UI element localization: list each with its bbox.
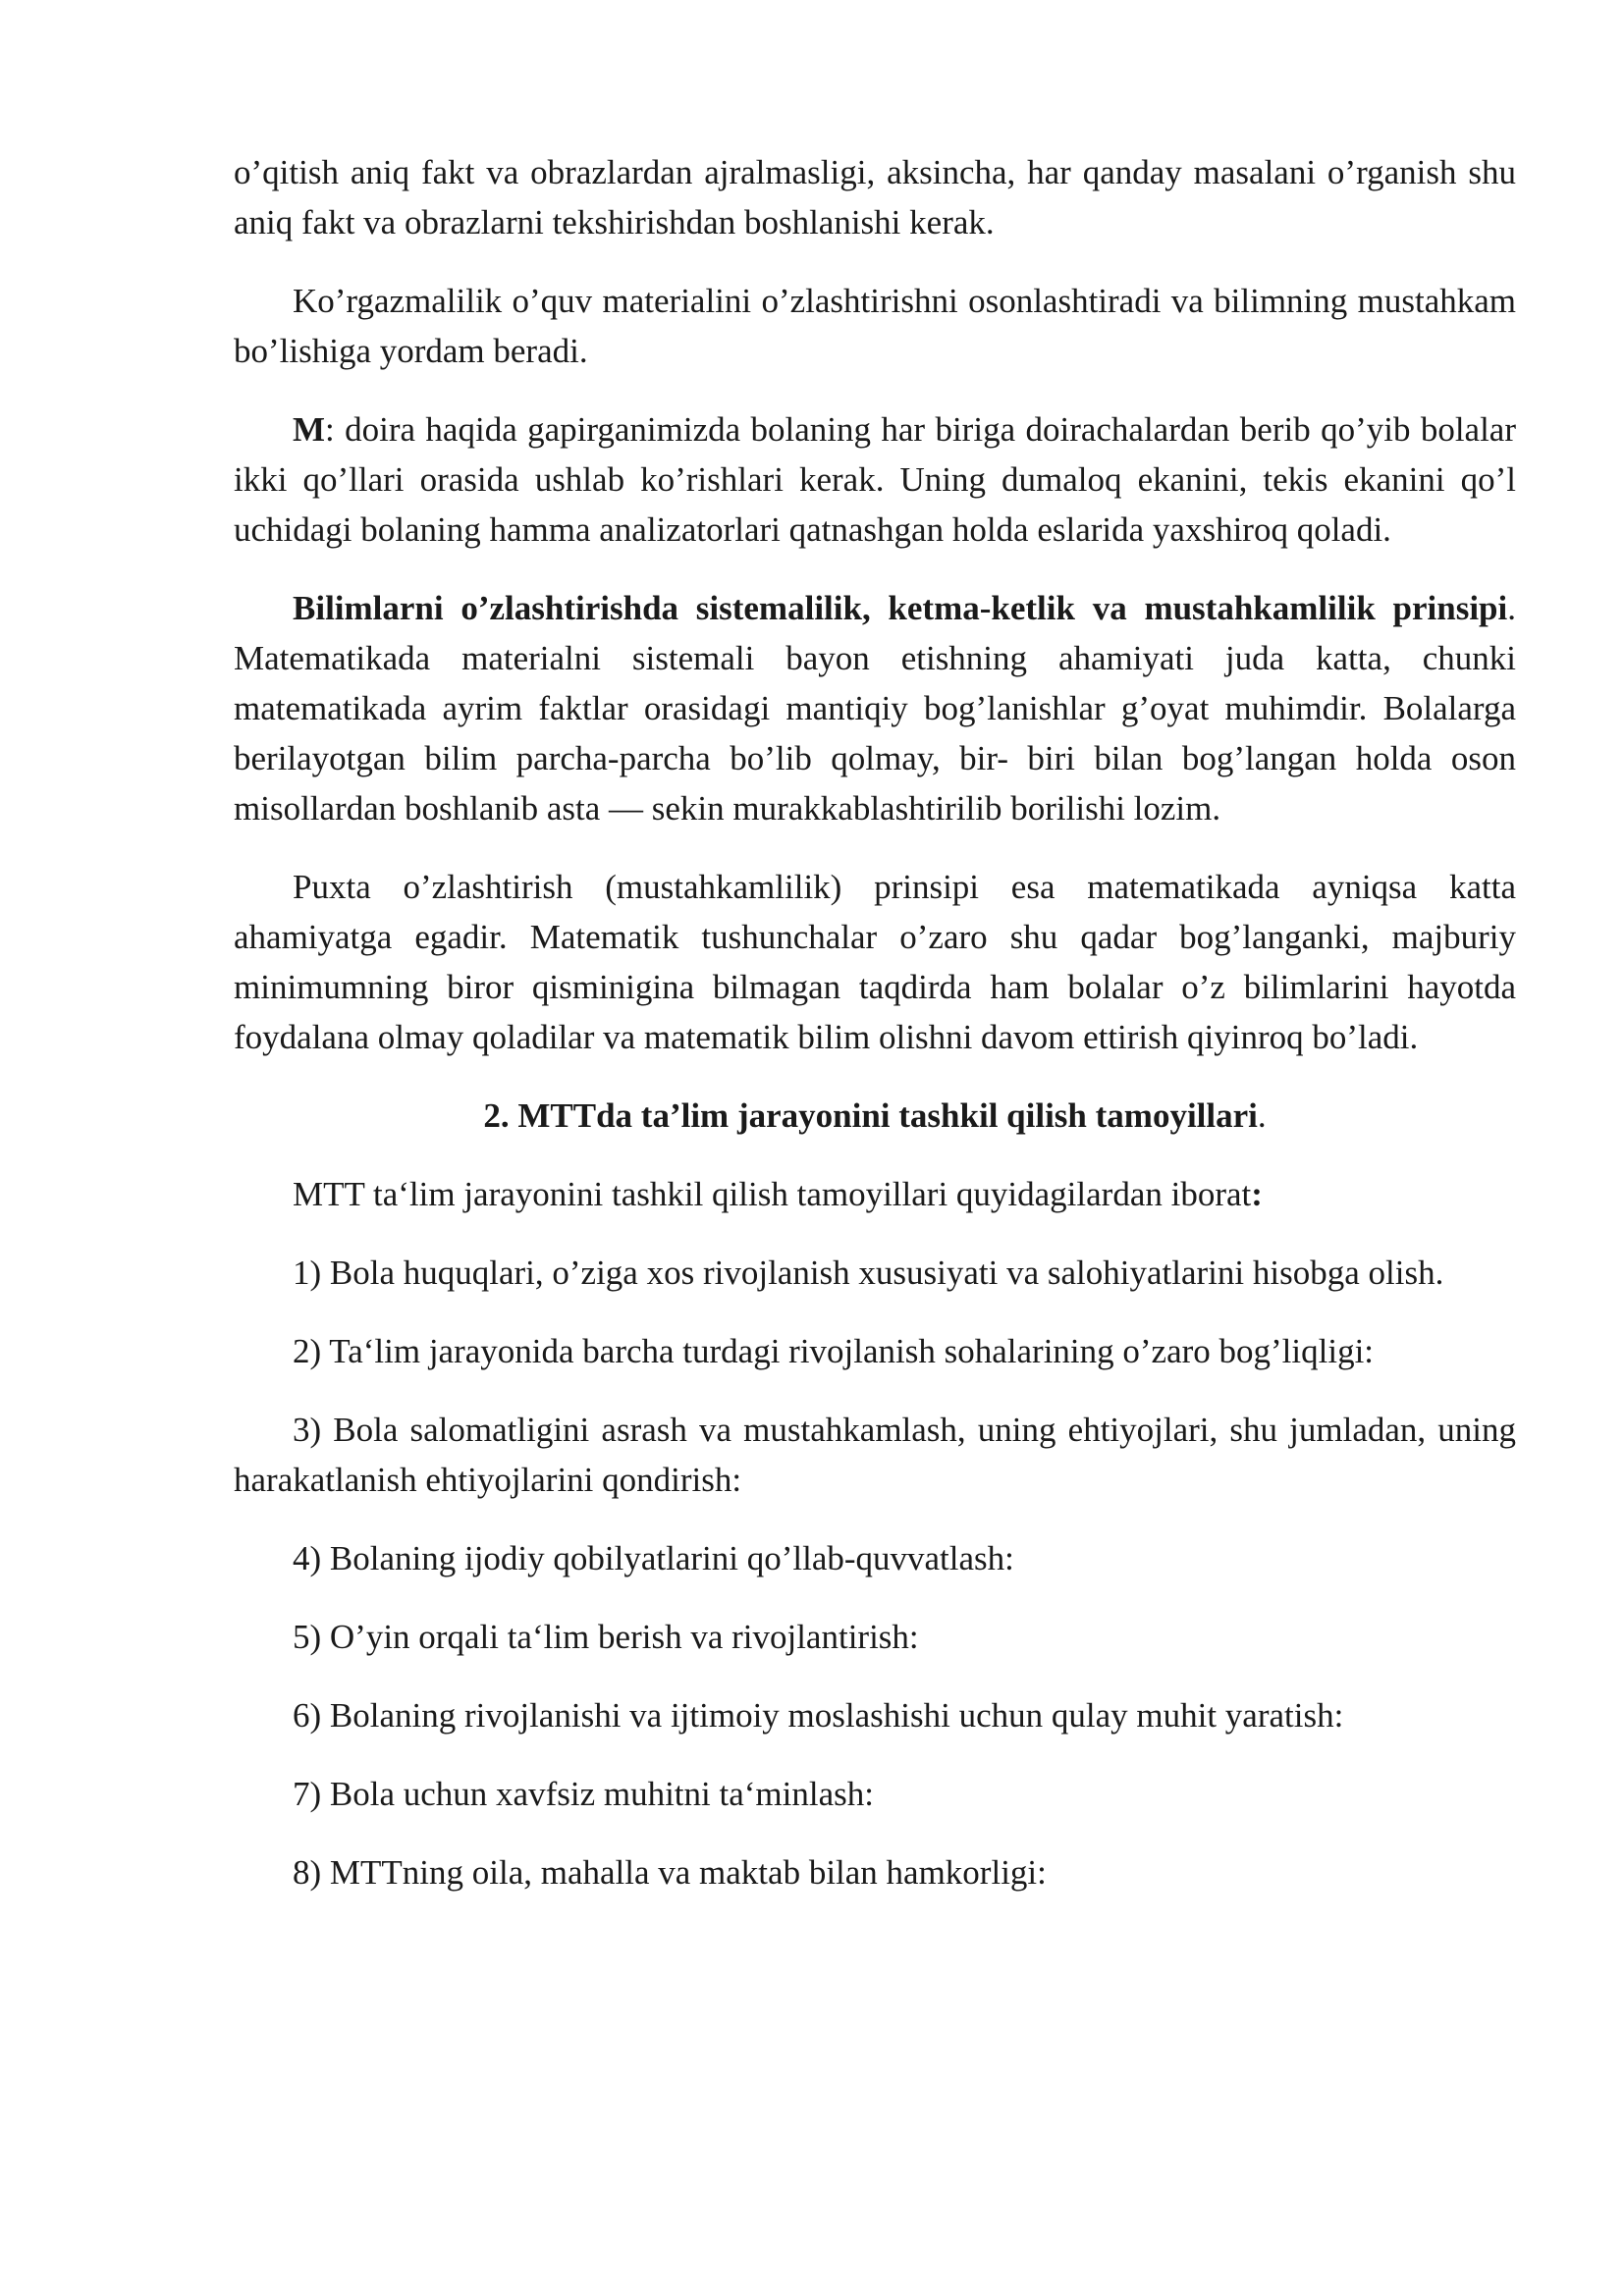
list-item: 8) MTTning oila, mahalla va maktab bilan hamkorligi:	[293, 1853, 1047, 1892]
section-intro-colon: :	[1251, 1175, 1263, 1213]
list-item: 7) Bola uchun xavfsiz muhitni ta‘minlash:	[293, 1775, 874, 1813]
section-heading	[234, 1091, 1516, 1141]
paragraph-example	[234, 404, 1516, 555]
section-heading-text: 2. MTTda ta’lim jarayonini tashkil qilish tamoyillari	[483, 1096, 1258, 1135]
example-text: : doira haqida gapirganimizda bolaning har biriga doirachalardan berib qo’yib bolalar ikki qo’llari orasida ushlab ko’rishlari kerak. Uning dumaloq ekanini, tekis ekanini qo’l uchidagi bolaning hamma analizatorlari qatnashgan holda eslarida yaxshiroq qoladi.	[234, 410, 1516, 549]
page-body	[234, 147, 1516, 1926]
paragraph-systematic-principle	[234, 583, 1516, 833]
list-item: 1) Bola huquqlari, o’ziga xos rivojlanish xususiyati va salohiyatlarini hisobga olish.	[293, 1254, 1444, 1292]
paragraph-continuation: o’qitish aniq fakt va obrazlardan ajralmasligi, aksincha, har qanday masalani o’rganish shu aniq fakt va obrazlarni tekshirishdan boshlanishi kerak.	[234, 153, 1516, 241]
section-intro-text: MTT ta‘lim jarayonini tashkil qilish tamoyillari quyidagilardan iborat	[293, 1175, 1252, 1213]
list-item: 4) Bolaning ijodiy qobilyatlarini qo’llab-quvvatlash:	[293, 1539, 1014, 1577]
list-item: 6) Bolaning rivojlanishi va ijtimoiy moslashishi uchun qulay muhit yaratish:	[293, 1696, 1344, 1735]
section-intro	[234, 1169, 1516, 1219]
principle-text: . Matematikada materialni sistemali bayon etishning ahamiyati juda katta, chunki matematikada ayrim faktlar orasidagi mantiqiy bog’lanishlar g’oyat muhimdir. Bolalarga berilayotgan bilim parcha-parcha bo’lib qolmay, bir- biri bilan bog’langan holda oson misollardan boshlanib asta — sekin murakkablashtirilib borilishi lozim.	[234, 589, 1516, 828]
list-item: 3) Bola salomatligini asrash va mustahkamlash, uning ehtiyojlari, shu jumladan, uning harakatlanish ehtiyojlarini qondirish:	[234, 1411, 1516, 1499]
section-heading-dot: .	[1257, 1096, 1267, 1135]
principle-title: Bilimlarni o’zlashtirishda sistemalilik, ketma-ketlik va mustahkamlilik prinsipi	[293, 589, 1508, 627]
example-marker: M	[293, 410, 326, 449]
list-item: 2) Ta‘lim jarayonida barcha turdagi rivojlanish sohalarining o’zaro bog’liqligi:	[293, 1332, 1375, 1370]
list-item: 5) O’yin orqali ta‘lim berish va rivojlantirish:	[293, 1618, 919, 1656]
paragraph-visual-aids: Ko’rgazmalilik o’quv materialini o’zlashtirishni osonlashtiradi va bilimning mustahkam bo’lishiga yordam beradi.	[234, 282, 1516, 370]
paragraph-mastery-principle: Puxta o’zlashtirish (mustahkamlilik) prinsipi esa matematikada ayniqsa katta ahamiyatga egadir. Matematik tushunchalar o’zaro shu qadar bog’langanki, majburiy minimumning biror qisminigina bilmagan taqdirda ham bolalar o’z bilimlarini hayotda foydalana olmay qoladilar va matematik bilim olishni davom ettirish qiyinroq bo’ladi.	[234, 868, 1516, 1056]
